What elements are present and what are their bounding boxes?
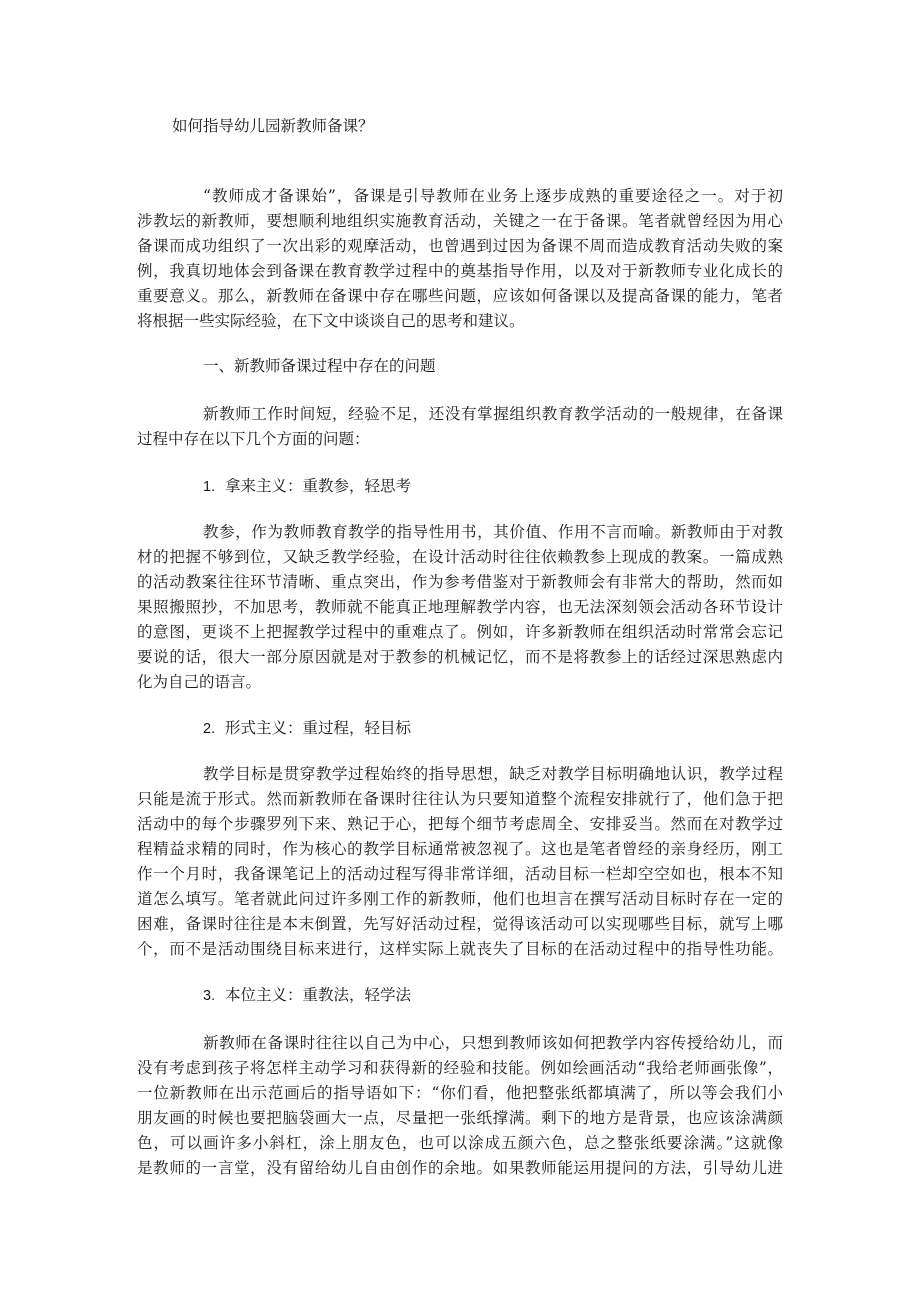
paragraph-line: 困难，备课时往往是本末倒置，先写好活动过程，觉得该活动可以实现哪些目标，就写上哪: [137, 915, 783, 933]
paragraph-line: 过程中存在以下几个方面的问题：: [137, 430, 370, 448]
paragraph-line: 材的把握不够到位，又缺乏教学经验，在设计活动时往往依赖教参上现成的教案。一篇成熟: [137, 548, 783, 566]
paragraph-line: 作一个月时，我备课笔记上的活动过程写得非常详细，活动目标一栏却空空如也，根本不知: [137, 865, 783, 883]
item1-paragraph: [137, 520, 783, 695]
paragraph-line: “教师成才备课始”，备课是引导教师在业务上逐步成熟的重要途径之一。对于初: [203, 187, 783, 205]
paragraph-line: 化为自己的语言。: [137, 673, 262, 691]
paragraph-line: 朋友画的时候也要把脑袋画大一点，尽量把一张纸撑满。剩下的地方是背景，也应该涂满颜: [137, 1109, 783, 1127]
paragraph-line: 新教师工作时间短，经验不足，还没有掌握组织教育教学活动的一般规律，在备课: [203, 405, 783, 423]
item1-heading: [203, 474, 411, 499]
paragraph-line: 例，我真切地体会到备课在教育教学过程中的奠基指导作用，以及对于新教师专业化成长的: [137, 262, 783, 280]
paragraph-line: 没有考虑到孩子将怎样主动学习和获得新的经验和技能。例如绘画活动“我给老师画张像”，: [137, 1059, 783, 1077]
item3-heading: [203, 983, 411, 1008]
item-number: 3.: [203, 988, 216, 1004]
item-heading-text: 拿来主义：重教参，轻思考: [224, 477, 411, 495]
item-heading-text: 本位主义：重教法，轻学法: [224, 986, 411, 1004]
paragraph-line: 程精益求精的同时，作为核心的教学目标通常被忽视了。这也是笔者曾经的亲身经历，刚工: [137, 840, 783, 858]
paragraph-line: 色，可以画许多小斜杠，涂上朋友色，也可以涂成五颜六色，总之整张纸要涂满。”这就像: [137, 1134, 783, 1152]
item-number: 2.: [203, 721, 216, 737]
intro-paragraph: [137, 184, 783, 334]
paragraph-line: 活动中的每个步骤罗列下来、熟记于心，把每个细节考虑周全、安排妥当。然而在对教学过: [137, 815, 783, 833]
paragraph-line: 个，而不是活动围绕目标来进行，这样实际上就丧失了目标的在活动过程中的指导性功能。: [137, 940, 783, 958]
paragraph-line: 教学目标是贯穿教学过程始终的指导思想，缺乏对教学目标明确地认识，教学过程: [203, 765, 783, 783]
paragraph-line: 的意图，更谈不上把握教学过程中的重难点了。例如，许多新教师在组织活动时常常会忘记: [137, 623, 783, 641]
paragraph-line: 要说的话，很大一部分原因就是对于教参的机械记忆，而不是将教参上的话经过深思熟虑内: [137, 648, 783, 666]
item2-heading: [203, 716, 411, 741]
document-title: 如何指导幼儿园新教师备课？: [172, 117, 374, 135]
paragraph-line: 新教师在备课时往往以自己为中心，只想到教师该如何把教学内容传授给幼儿，而: [203, 1034, 783, 1052]
paragraph-line: 一位新教师在出示范画后的指导语如下：“你们看，他把整张纸都填满了，所以等会我们小: [137, 1084, 783, 1102]
paragraph-line: 将根据一些实际经验，在下文中谈谈自己的思考和建议。: [137, 312, 525, 330]
paragraph-line: 道怎么填写。笔者就此问过许多刚工作的新教师，他们也坦言在撰写活动目标时存在一定的: [137, 890, 783, 908]
item3-paragraph: [137, 1031, 783, 1181]
paragraph-line: 教参，作为教师教育教学的指导性用书，其价值、作用不言而喻。新教师由于对教: [203, 523, 783, 541]
item-heading-text: 形式主义：重过程，轻目标: [224, 719, 411, 737]
paragraph-line: 涉教坛的新教师，要想顺利地组织实施教育活动，关键之一在于备课。笔者就曾经因为用心: [137, 212, 783, 230]
paragraph-line: 是教师的一言堂，没有留给幼儿自由创作的余地。如果教师能运用提问的方法，引导幼儿进: [137, 1159, 783, 1177]
paragraph-line: 的活动教案往往环节清晰、重点突出，作为参考借鉴对于新教师会有非常大的帮助，然而如: [137, 573, 783, 591]
paragraph-line: 只能是流于形式。然而新教师在备课时往往认为只要知道整个流程安排就行了，他们急于把: [137, 790, 783, 808]
section1-paragraph: [137, 402, 783, 452]
section-heading: 一、新教师备课过程中存在的问题: [203, 357, 436, 375]
item2-paragraph: [137, 762, 783, 962]
paragraph-line: 备课而成功组织了一次出彩的观摩活动，也曾遇到过因为备课不周而造成教育活动失败的案: [137, 237, 783, 255]
item-number: 1.: [203, 479, 216, 495]
paragraph-line: 重要意义。那么，新教师在备课中存在哪些问题，应该如何备课以及提高备课的能力，笔者: [137, 287, 783, 305]
paragraph-line: 果照搬照抄，不加思考，教师就不能真正地理解教学内容，也无法深刻领会活动各环节设计: [137, 598, 783, 616]
